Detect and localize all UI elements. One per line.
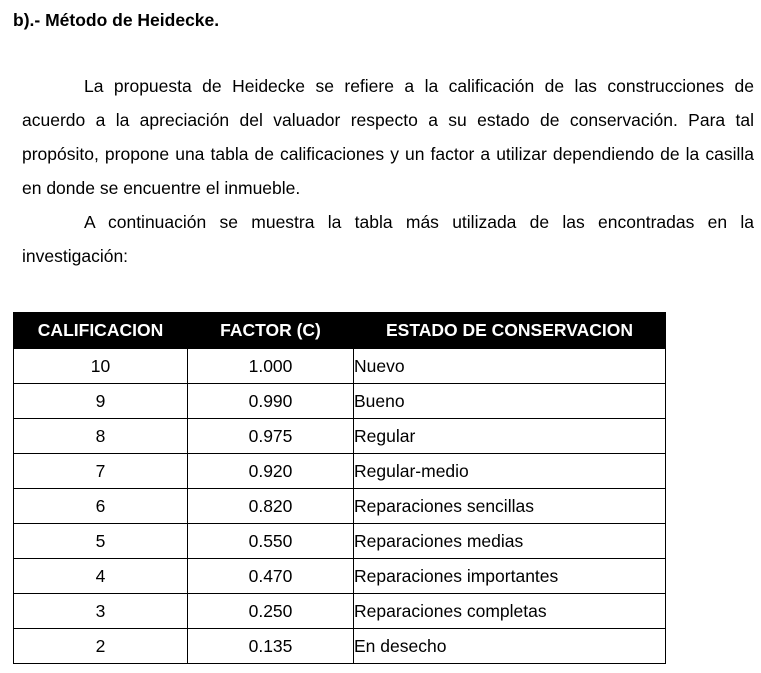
cell-estado: Nuevo (354, 349, 666, 384)
heidecke-table (13, 312, 666, 664)
cell-calificacion: 4 (14, 559, 188, 594)
table-row (14, 454, 666, 489)
table-intro-paragraph (22, 205, 754, 273)
intro-paragraph-text: La propuesta de Heidecke se refiere a la calificación de las construcciones de acuerdo a la apreciación del valuador respecto a su estado de conservación. Para tal propósito, propone una tabla de calificaciones y un factor a utilizar dependiendo de la casilla en donde se encuentre el inmueble. (22, 76, 754, 198)
cell-factor: 0.550 (188, 524, 354, 559)
section-heading: b).- Método de Heidecke. (13, 10, 220, 30)
header-calificacion: CALIFICACION (14, 313, 188, 349)
cell-factor: 0.135 (188, 629, 354, 664)
cell-estado: Reparaciones medias (354, 524, 666, 559)
cell-factor: 0.990 (188, 384, 354, 419)
cell-estado: Bueno (354, 384, 666, 419)
table-row (14, 489, 666, 524)
cell-calificacion: 2 (14, 629, 188, 664)
intro-paragraph (22, 69, 754, 205)
cell-estado: Regular (354, 419, 666, 454)
cell-factor: 0.250 (188, 594, 354, 629)
cell-factor: 0.820 (188, 489, 354, 524)
cell-factor: 0.920 (188, 454, 354, 489)
cell-factor: 0.470 (188, 559, 354, 594)
cell-estado: Reparaciones importantes (354, 559, 666, 594)
cell-calificacion: 5 (14, 524, 188, 559)
cell-calificacion: 9 (14, 384, 188, 419)
table-row (14, 594, 666, 629)
table-row (14, 524, 666, 559)
cell-calificacion: 7 (14, 454, 188, 489)
cell-factor: 0.975 (188, 419, 354, 454)
cell-calificacion: 10 (14, 349, 188, 384)
table-intro-paragraph-text: A continuación se muestra la tabla más utilizada de las encontradas en la investigación: (22, 212, 754, 266)
header-factor: FACTOR (C) (188, 313, 354, 349)
cell-calificacion: 3 (14, 594, 188, 629)
cell-calificacion: 8 (14, 419, 188, 454)
cell-factor: 1.000 (188, 349, 354, 384)
cell-estado: Reparaciones completas (354, 594, 666, 629)
header-estado: ESTADO DE CONSERVACION (354, 313, 666, 349)
table-row (14, 384, 666, 419)
table-row (14, 349, 666, 384)
cell-calificacion: 6 (14, 489, 188, 524)
table-row (14, 629, 666, 664)
table-header-row (14, 313, 666, 349)
table-row (14, 559, 666, 594)
cell-estado: En desecho (354, 629, 666, 664)
table-row (14, 419, 666, 454)
cell-estado: Regular-medio (354, 454, 666, 489)
cell-estado: Reparaciones sencillas (354, 489, 666, 524)
